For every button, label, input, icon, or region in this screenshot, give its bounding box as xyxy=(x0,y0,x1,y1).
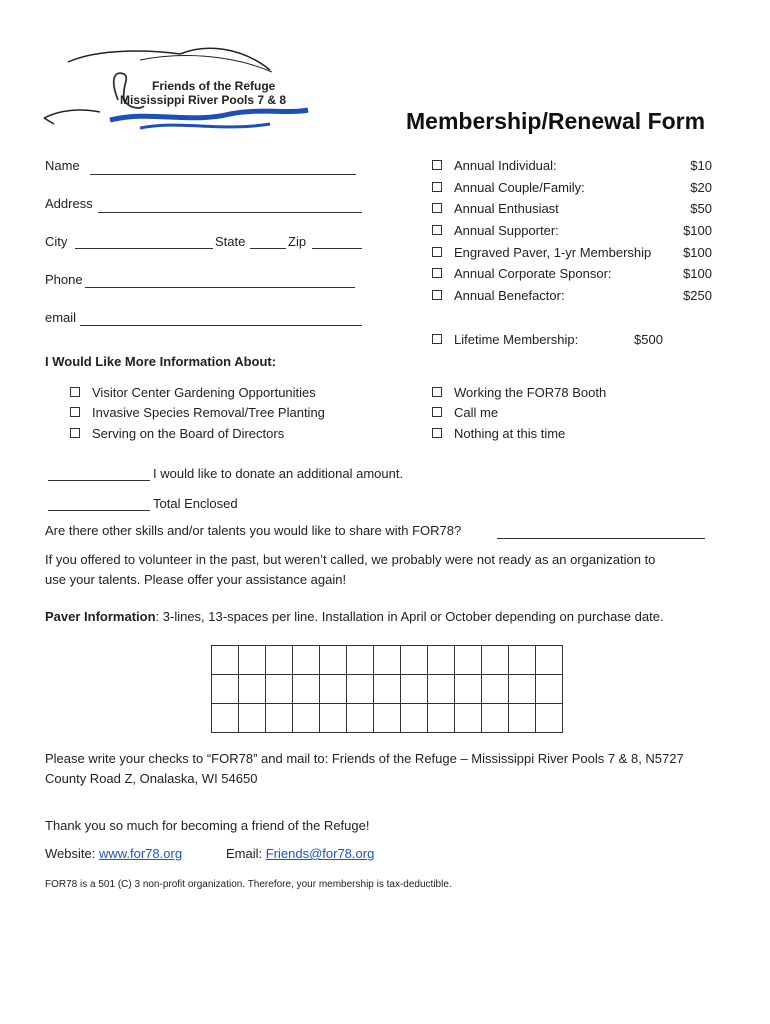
checkbox[interactable] xyxy=(70,407,80,417)
paver-cell[interactable] xyxy=(293,704,320,733)
paver-cell[interactable] xyxy=(374,704,401,733)
checkbox[interactable] xyxy=(432,428,442,438)
checkbox[interactable] xyxy=(432,203,442,213)
paver-cell[interactable] xyxy=(509,646,536,675)
paver-cell[interactable] xyxy=(428,675,455,704)
checkbox[interactable] xyxy=(432,247,442,257)
paver-cell[interactable] xyxy=(320,704,347,733)
paver-grid[interactable] xyxy=(211,645,563,733)
paver-row xyxy=(212,704,563,733)
paver-cell[interactable] xyxy=(482,675,509,704)
info-option[interactable]: Nothing at this time xyxy=(432,426,565,441)
info-option[interactable]: Call me xyxy=(432,405,498,420)
membership-option[interactable]: Annual Enthusiast xyxy=(432,201,559,216)
city-label: City xyxy=(45,234,68,249)
address-label: Address xyxy=(45,196,93,211)
website-link[interactable]: www.for78.org xyxy=(98,846,183,861)
name-field[interactable] xyxy=(90,174,356,175)
state-label: State xyxy=(215,234,246,249)
name-label: Name xyxy=(45,158,80,173)
checkbox[interactable] xyxy=(70,387,80,397)
membership-option[interactable]: Annual Individual: xyxy=(432,158,557,173)
paver-cell[interactable] xyxy=(536,704,563,733)
paver-cell[interactable] xyxy=(374,646,401,675)
checkbox[interactable] xyxy=(432,387,442,397)
donate-label: I would like to donate an additional amount. xyxy=(153,466,404,481)
paver-cell[interactable] xyxy=(266,675,293,704)
paver-cell[interactable] xyxy=(536,646,563,675)
paver-cell[interactable] xyxy=(401,704,428,733)
checkbox[interactable] xyxy=(432,268,442,278)
email-field[interactable] xyxy=(80,325,362,326)
logo xyxy=(40,40,320,140)
membership-price: $50 xyxy=(690,201,712,216)
checkbox[interactable] xyxy=(432,290,442,300)
paver-cell[interactable] xyxy=(455,704,482,733)
membership-price: $100 xyxy=(683,223,712,238)
paver-cell[interactable] xyxy=(482,704,509,733)
logo-line-1: Friends of the Refuge xyxy=(152,79,276,93)
website-line: Website: www.for78.org xyxy=(45,846,183,861)
paver-cell[interactable] xyxy=(266,646,293,675)
paver-cell[interactable] xyxy=(293,675,320,704)
volunteer-text-1: If you offered to volunteer in the past, but weren’t called, we probably were not ready as an organization to xyxy=(45,552,656,567)
city-field[interactable] xyxy=(75,248,213,249)
lifetime-price: $500 xyxy=(634,332,663,347)
phone-field[interactable] xyxy=(85,287,355,288)
membership-option[interactable]: Annual Supporter: xyxy=(432,223,559,238)
membership-price: $100 xyxy=(683,245,712,260)
volunteer-text-2: use your talents. Please offer your assistance again! xyxy=(45,572,347,587)
paver-cell[interactable] xyxy=(401,646,428,675)
skills-field[interactable] xyxy=(497,538,705,539)
membership-price: $20 xyxy=(690,180,712,195)
checkbox[interactable] xyxy=(432,160,442,170)
paver-cell[interactable] xyxy=(266,704,293,733)
address-field[interactable] xyxy=(98,212,362,213)
info-heading: I Would Like More Information About: xyxy=(45,354,277,369)
paver-cell[interactable] xyxy=(239,646,266,675)
paver-cell[interactable] xyxy=(509,675,536,704)
checkbox[interactable] xyxy=(70,428,80,438)
donation-amount-field[interactable] xyxy=(48,480,150,481)
skills-question: Are there other skills and/or talents you would like to share with FOR78? xyxy=(45,523,462,538)
paver-cell[interactable] xyxy=(347,704,374,733)
paver-cell[interactable] xyxy=(428,646,455,675)
membership-option[interactable]: Annual Corporate Sponsor: xyxy=(432,266,612,281)
paver-cell[interactable] xyxy=(293,646,320,675)
paver-cell[interactable] xyxy=(482,646,509,675)
paver-cell[interactable] xyxy=(239,704,266,733)
mail-text-1: Please write your checks to “FOR78” and mail to: Friends of the Refuge – Mississippi River Pools 7 & 8, N5727 xyxy=(45,751,684,766)
membership-price: $250 xyxy=(683,288,712,303)
checkbox[interactable] xyxy=(432,334,442,344)
paver-row xyxy=(212,646,563,675)
paver-row xyxy=(212,675,563,704)
info-option[interactable]: Visitor Center Gardening Opportunities xyxy=(70,385,316,400)
zip-label: Zip xyxy=(288,234,307,249)
form-title: Membership/Renewal Form xyxy=(406,108,706,134)
info-option[interactable]: Serving on the Board of Directors xyxy=(70,426,284,441)
phone-label: Phone xyxy=(45,272,83,287)
membership-option[interactable]: Engraved Paver, 1-yr Membership xyxy=(432,245,651,260)
email-line: Email: Friends@for78.org xyxy=(226,846,375,861)
state-field[interactable] xyxy=(250,248,286,249)
total-enclosed-field[interactable] xyxy=(48,510,150,511)
paver-cell[interactable] xyxy=(212,704,239,733)
paver-cell[interactable] xyxy=(347,675,374,704)
paver-cell[interactable] xyxy=(239,675,266,704)
paver-cell[interactable] xyxy=(401,675,428,704)
paver-cell[interactable] xyxy=(536,675,563,704)
mail-text-2: County Road Z, Onalaska, WI 54650 xyxy=(45,771,258,786)
info-option[interactable]: Working the FOR78 Booth xyxy=(432,385,606,400)
paver-cell[interactable] xyxy=(212,646,239,675)
email-link[interactable]: Friends@for78.org xyxy=(265,846,375,861)
checkbox[interactable] xyxy=(432,407,442,417)
paver-cell[interactable] xyxy=(347,646,374,675)
paver-cell[interactable] xyxy=(455,646,482,675)
zip-field[interactable] xyxy=(312,248,362,249)
paver-cell[interactable] xyxy=(455,675,482,704)
checkbox[interactable] xyxy=(432,182,442,192)
membership-price: $10 xyxy=(690,158,712,173)
thanks-text: Thank you so much for becoming a friend of the Refuge! xyxy=(45,818,370,833)
paver-cell[interactable] xyxy=(212,675,239,704)
logo-line-2: Mississippi River Pools 7 & 8 xyxy=(120,93,287,107)
paver-cell[interactable] xyxy=(320,646,347,675)
lifetime-option[interactable]: Lifetime Membership: xyxy=(432,332,578,347)
membership-option[interactable]: Annual Benefactor: xyxy=(432,288,565,303)
paver-info: Paver Information: 3-lines, 13-spaces per line. Installation in April or October depending on purchase date. xyxy=(45,609,664,624)
membership-price: $100 xyxy=(683,266,712,281)
email-label: email xyxy=(45,310,77,325)
paver-cell[interactable] xyxy=(509,704,536,733)
membership-option[interactable]: Annual Couple/Family: xyxy=(432,180,585,195)
paver-cell[interactable] xyxy=(374,675,401,704)
footnote: FOR78 is a 501 (C) 3 non-profit organization. Therefore, your membership is tax-deductible. xyxy=(45,879,452,890)
total-label: Total Enclosed xyxy=(153,496,238,511)
checkbox[interactable] xyxy=(432,225,442,235)
info-option[interactable]: Invasive Species Removal/Tree Planting xyxy=(70,405,325,420)
paver-cell[interactable] xyxy=(320,675,347,704)
paver-cell[interactable] xyxy=(428,704,455,733)
